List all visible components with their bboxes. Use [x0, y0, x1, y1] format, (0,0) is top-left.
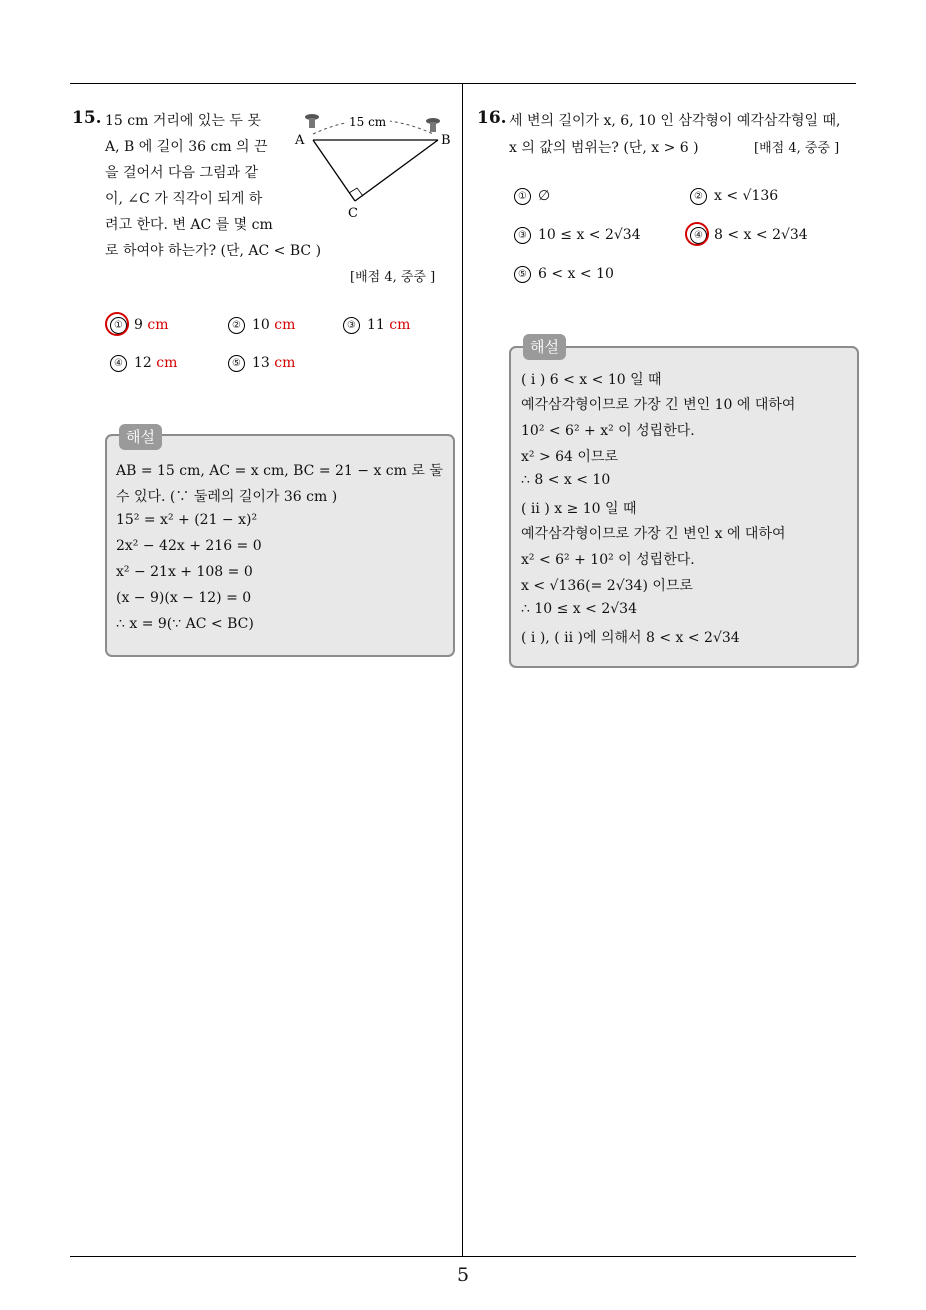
- q16-solution-line-1: ( i ) 6 < x < 10 일 때: [521, 372, 662, 388]
- q15-solution-line-1: AB = 15 cm, AC = x cm, BC = 21 − x cm 로 둘: [116, 463, 443, 479]
- option-number: ③: [514, 227, 531, 244]
- answer-mark-circle: [105, 312, 129, 336]
- answer-mark-circle: [685, 222, 709, 246]
- q16-solution-line-4: x² > 64 이므로: [521, 449, 618, 465]
- q15-line-1: 15 cm 거리에 있는 두 못: [105, 113, 261, 129]
- question-16-number: 16.: [477, 108, 507, 128]
- q15-line-5: 려고 한다. 변 AC 를 몇 cm: [105, 217, 273, 233]
- figure-label-c: C: [348, 206, 358, 218]
- q15-option-3[interactable]: ③ 11 cm: [343, 317, 410, 334]
- q16-solution-line-11: ( i ), ( ii )에 의해서 8 < x < 2√34: [521, 630, 740, 646]
- q16-solution-line-10: ∴ 10 ≤ x < 2√34: [521, 601, 637, 617]
- q15-solution-line-3: 15² = x² + (21 − x)²: [116, 512, 258, 528]
- nail-b-icon: [426, 118, 440, 132]
- bottom-rule: [70, 1256, 856, 1257]
- q16-line-1: 세 변의 길이가 x, 6, 10 인 삼각형이 예각삼각형일 때,: [509, 113, 841, 129]
- option-number: ②: [690, 188, 707, 205]
- option-number: ④: [690, 227, 707, 244]
- q15-line-2: A, B 에 길이 36 cm 의 끈: [105, 139, 268, 155]
- q15-option-4[interactable]: ④ 12 cm: [110, 355, 177, 372]
- figure-distance-label: 15 cm: [349, 115, 387, 129]
- q15-figure: [293, 108, 453, 218]
- option-number: ⑤: [228, 355, 245, 372]
- q15-option-1[interactable]: ① 9 cm: [110, 317, 169, 334]
- q16-solution-label: 해설: [523, 334, 566, 360]
- q15-line-3: 을 걸어서 다음 그림과 같: [105, 165, 259, 181]
- q16-solution-line-6: ( ii ) x ≥ 10 일 때: [521, 501, 637, 517]
- option-number: ②: [228, 317, 245, 334]
- option-number: ③: [343, 317, 360, 334]
- figure-label-b: B: [441, 133, 451, 148]
- q15-solution-line-5: x² − 21x + 108 = 0: [116, 564, 253, 580]
- option-number: ⑤: [514, 266, 531, 283]
- q15-option-5[interactable]: ⑤ 13 cm: [228, 355, 295, 372]
- q16-solution-line-7: 예각삼각형이므로 가장 긴 변인 x 에 대하여: [521, 526, 786, 542]
- q16-solution-line-2: 예각삼각형이므로 가장 긴 변인 10 에 대하여: [521, 397, 796, 413]
- nail-a-icon: [305, 114, 319, 128]
- q15-solution-line-4: 2x² − 42x + 216 = 0: [116, 538, 262, 554]
- q16-solution-line-9: x < √136(= 2√34) 이므로: [521, 578, 693, 594]
- q15-solution-line-6: (x − 9)(x − 12) = 0: [116, 590, 252, 606]
- q15-score-tag: [배점 4, 중중 ]: [350, 270, 436, 285]
- q15-line-4: 이, ∠C 가 직각이 되게 하: [105, 191, 263, 207]
- question-15-number: 15.: [72, 108, 102, 128]
- q15-solution-label: 해설: [119, 424, 162, 450]
- q16-solution-line-8: x² < 6² + 10² 이 성립한다.: [521, 552, 695, 568]
- q16-option-3[interactable]: ③ 10 ≤ x < 2√34: [514, 227, 641, 244]
- q16-solution-line-5: ∴ 8 < x < 10: [521, 472, 611, 488]
- q15-option-2[interactable]: ② 10 cm: [228, 317, 295, 334]
- q16-option-4[interactable]: ④ 8 < x < 2√34: [690, 227, 808, 244]
- q15-solution-line-2: 수 있다. (∵ 둘레의 길이가 36 cm ): [116, 489, 338, 505]
- q16-option-5[interactable]: ⑤ 6 < x < 10: [514, 266, 614, 283]
- column-divider: [462, 83, 463, 1257]
- option-number: ④: [110, 355, 127, 372]
- q16-option-1[interactable]: ① ∅: [514, 188, 550, 205]
- figure-label-a: A: [295, 133, 305, 148]
- option-number: ①: [514, 188, 531, 205]
- top-rule: [70, 83, 856, 84]
- option-number: ①: [110, 317, 127, 334]
- q16-solution-line-3: 10² < 6² + x² 이 성립한다.: [521, 423, 695, 439]
- q16-score-tag: [배점 4, 중중 ]: [754, 141, 840, 156]
- q15-solution-line-7: ∴ x = 9(∵ AC < BC): [116, 616, 254, 632]
- q15-line-6: 로 하여야 하는가? (단, AC < BC ): [105, 243, 322, 259]
- q16-option-2[interactable]: ② x < √136: [690, 188, 778, 205]
- page-number: 5: [456, 1264, 470, 1286]
- q16-line-2: x 의 값의 범위는? (단, x > 6 ): [509, 140, 699, 156]
